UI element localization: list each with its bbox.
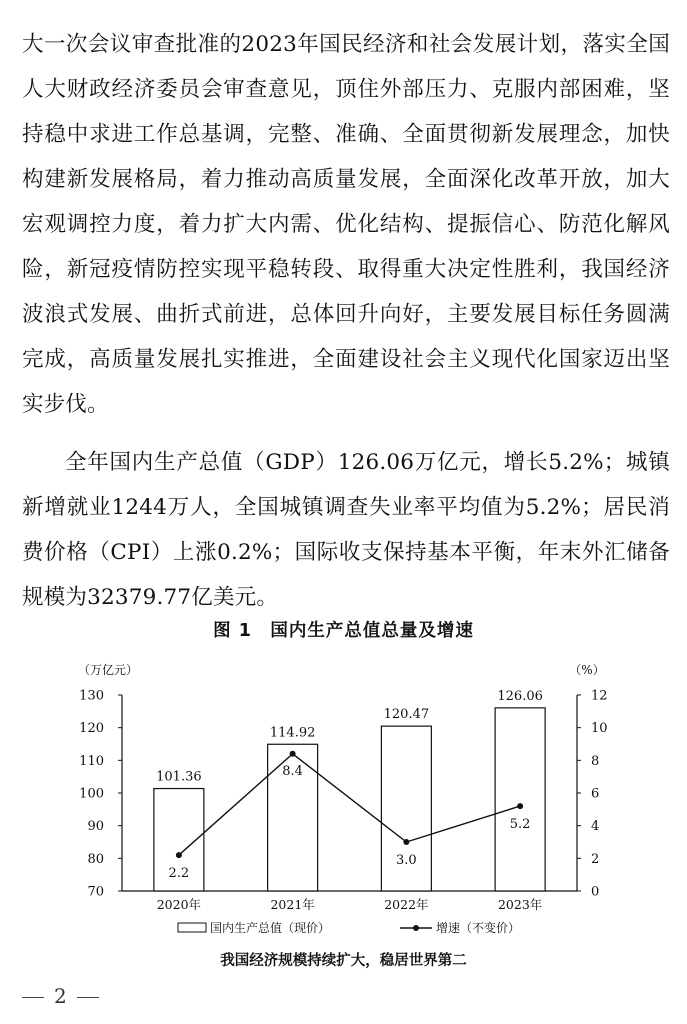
x-category-label: 2023年 [497, 897, 543, 912]
left-axis-unit: （万亿元） [78, 663, 139, 677]
legend-line-label: 增速（不变价） [436, 921, 521, 935]
page-number [22, 984, 99, 1008]
page-number-value: 2 [54, 984, 67, 1008]
figure-caption: 我国经济规模持续扩大，稳居世界第二 [220, 952, 467, 969]
left-tick-label: 120 [79, 721, 104, 737]
growth-line [179, 754, 520, 855]
left-tick-label: 130 [79, 688, 104, 704]
gdp-bar-label: 114.92 [269, 725, 316, 741]
left-tick-label: 70 [87, 884, 104, 900]
gdp-chart [0, 650, 687, 950]
legend-line-dot [413, 925, 419, 931]
page-dash-right [77, 997, 99, 999]
growth-point [517, 803, 523, 809]
left-tick-label: 90 [87, 819, 104, 835]
legend-bar-label: 国内生产总值（现价） [210, 921, 331, 935]
growth-point-label: 8.4 [282, 763, 303, 779]
left-tick-label: 80 [87, 851, 104, 867]
growth-point [176, 852, 182, 858]
page-dash-left [22, 997, 44, 999]
x-category-label: 2021年 [270, 897, 315, 912]
gdp-bar-label: 126.06 [497, 688, 543, 704]
growth-point-label: 3.0 [396, 853, 417, 868]
growth-point [290, 751, 296, 757]
growth-point-label: 2.2 [168, 866, 190, 882]
growth-point-label: 5.2 [509, 817, 531, 833]
right-tick-label: 6 [591, 786, 600, 802]
right-tick-label: 2 [591, 851, 600, 867]
right-tick-label: 8 [591, 753, 600, 769]
gdp-bar [495, 708, 545, 891]
right-axis-unit: （%） [569, 663, 605, 677]
body-paragraph-1: 大一次会议审查批准的2023年国民经济和社会发展计划，落实全国人大财政经济委员会审查意见，顶住外部压力、克服内部困难，坚持稳中求进工作总基调，完整、准确、全面贯彻新发展理念，加快构建新发展格局，着力推动高质量发展，全面深化改革开放，加大宏观调控力度，着力扩大内需、优化结构、提振信心、防范化解风险，新冠疫情防控实现平稳转段、取得重大决定性胜利，我国经济波浪式发展、曲折式前进，总体回升向好，主要发展目标任务圆满完成，高质量发展扎实推进，全面建设社会主义现代化国家迈出坚实步伐。 [22, 31, 670, 417]
body-paragraph-2: 全年国内生产总值（GDP）126.06万亿元，增长5.2%；城镇新增就业1244万人，全国城镇调查失业率平均值为5.2%；居民消费价格（CPI）上涨0.2%；国际收支保持基本平衡，年末外汇储备规模为32379.77亿美元。 [22, 449, 670, 610]
right-tick-label: 4 [591, 819, 600, 835]
x-category-label: 2020年 [156, 897, 202, 912]
figure-title: 图 1 国内生产总值总量及增速 [213, 621, 474, 641]
right-tick-label: 0 [591, 884, 600, 900]
growth-point [403, 839, 409, 845]
left-tick-label: 100 [79, 786, 104, 802]
gdp-bar-label: 101.36 [156, 769, 202, 785]
left-tick-label: 110 [79, 753, 104, 769]
legend-bar-swatch [178, 923, 206, 932]
right-tick-label: 12 [591, 688, 608, 704]
gdp-bar-label: 120.47 [383, 707, 430, 723]
right-tick-label: 10 [591, 721, 608, 737]
x-category-label: 2022年 [384, 897, 429, 912]
